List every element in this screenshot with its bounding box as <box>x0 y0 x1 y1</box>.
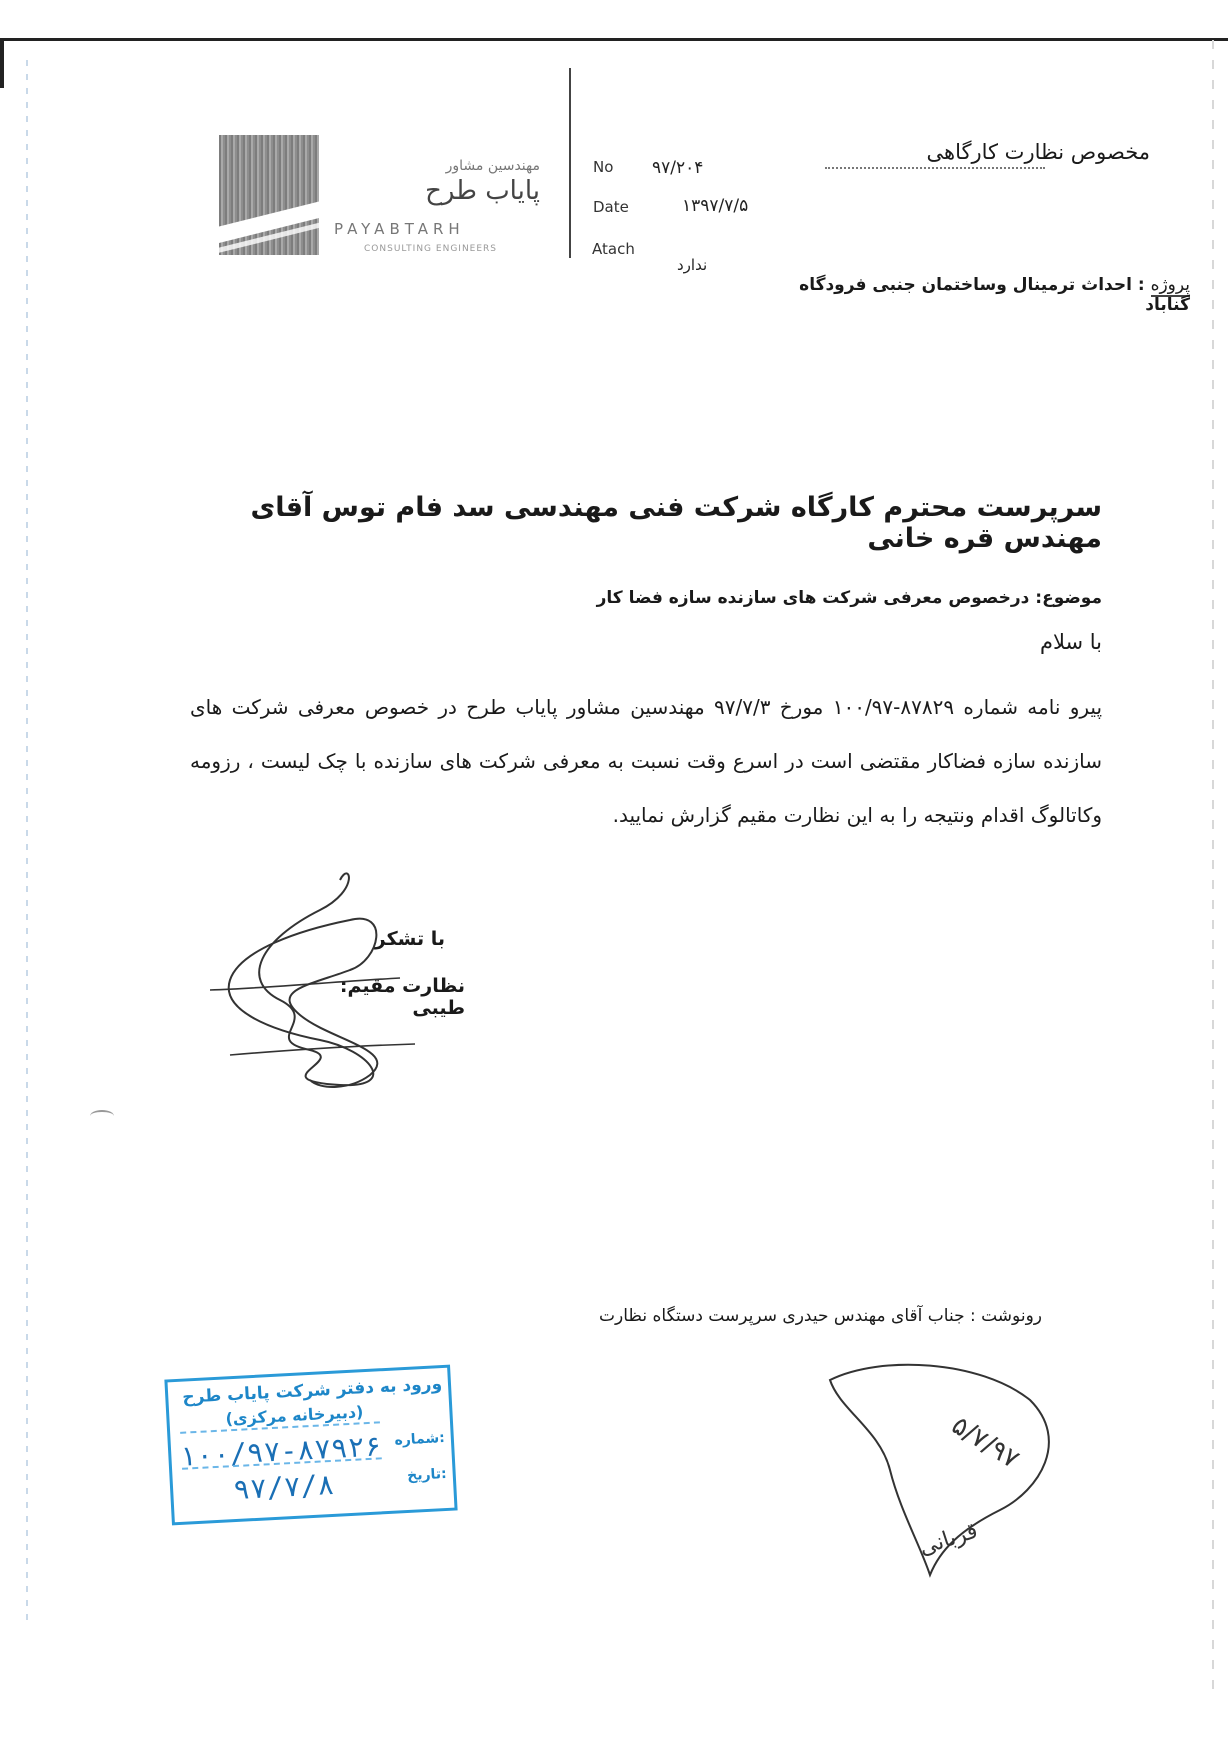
no-label: No <box>593 158 614 176</box>
left-scan-artifact <box>26 60 28 1620</box>
company-logo-icon <box>219 135 319 255</box>
top-border-line <box>0 38 1228 41</box>
note-name: قربانی <box>916 1518 981 1561</box>
logo-name-en: PAYABTARH <box>334 220 465 238</box>
stamp-number-label: شماره: <box>394 1429 446 1449</box>
header-title: مخصوص نظارت کارگاهی <box>926 140 1150 164</box>
handwritten-note <box>800 1350 1080 1590</box>
left-edge-mark <box>0 38 4 88</box>
closing: با تشکر <box>374 928 445 950</box>
project-name: : احداث ترمینال وساختمان جنبی فرودگاه گناباد <box>799 275 1190 315</box>
stamp-date-value: ۹۷/۷/۸ <box>232 1467 336 1507</box>
stamp-date-label: تاریخ: <box>406 1465 448 1484</box>
stamp-subtitle: (دبیرخانه مرکزی) <box>225 1402 364 1429</box>
stamp-number-value: ۱۰۰/۹۷-۸۷۹۲۶ <box>178 1429 383 1473</box>
signer: نظارت مقیم: طیبی <box>339 975 465 1019</box>
signature-scribble <box>200 850 460 1100</box>
header-dotted-line <box>825 167 1045 169</box>
project-line <box>760 275 1190 315</box>
right-scan-artifact <box>1212 40 1214 1700</box>
logo-subtitle-fa: مهندسین مشاور <box>445 158 540 174</box>
subject-line: موضوع: درخصوص معرفی شرکت های سازنده سازه فضا کار <box>596 588 1102 608</box>
logo-name-fa: پاياب طرح <box>425 176 540 206</box>
letter-body: پیرو نامه شماره ۸۷۸۲۹-۱۰۰/۹۷ مورخ ۹۷/۷/۳ مهندسین مشاور پایاب طرح در خصوص معرفی شرکت های سازنده سازه فضاکار مقتضی است در اسرع وقت نسبت به معرفی شرکت های سازنده با چک لیست ، رزومه وکاتالوگ اقدام ونتیجه را به این نظارت مقیم گزارش نمایید. <box>190 695 1103 827</box>
receipt-stamp <box>164 1365 457 1526</box>
note-date: ۵/۷/۹۷ <box>946 1410 1025 1475</box>
project-label: پروژه <box>1150 275 1190 295</box>
logo-subtitle-en: CONSULTING ENGINEERS <box>364 244 498 254</box>
attach-value: ندارد <box>677 256 708 274</box>
greeting: با سلام <box>1039 630 1102 654</box>
stamp-title: ورود به دفتر شرکت پایاب طرح <box>181 1374 443 1408</box>
date-value: ۱۳۹۷/۷/۵ <box>682 196 749 216</box>
header-divider <box>569 68 571 258</box>
date-label: Date <box>593 198 629 216</box>
attach-label: Atach <box>592 240 635 258</box>
carbon-copy-line: رونوشت : جناب آقای مهندس حیدری سرپرست دستگاه نظارت <box>599 1306 1042 1326</box>
addressee: سرپرست محترم کارگاه شرکت فنی مهندسی سد فام توس آقای مهندس قره خانی <box>250 492 1102 554</box>
margin-mark <box>90 1110 114 1122</box>
no-value: ۹۷/۲۰۴ <box>652 158 704 178</box>
